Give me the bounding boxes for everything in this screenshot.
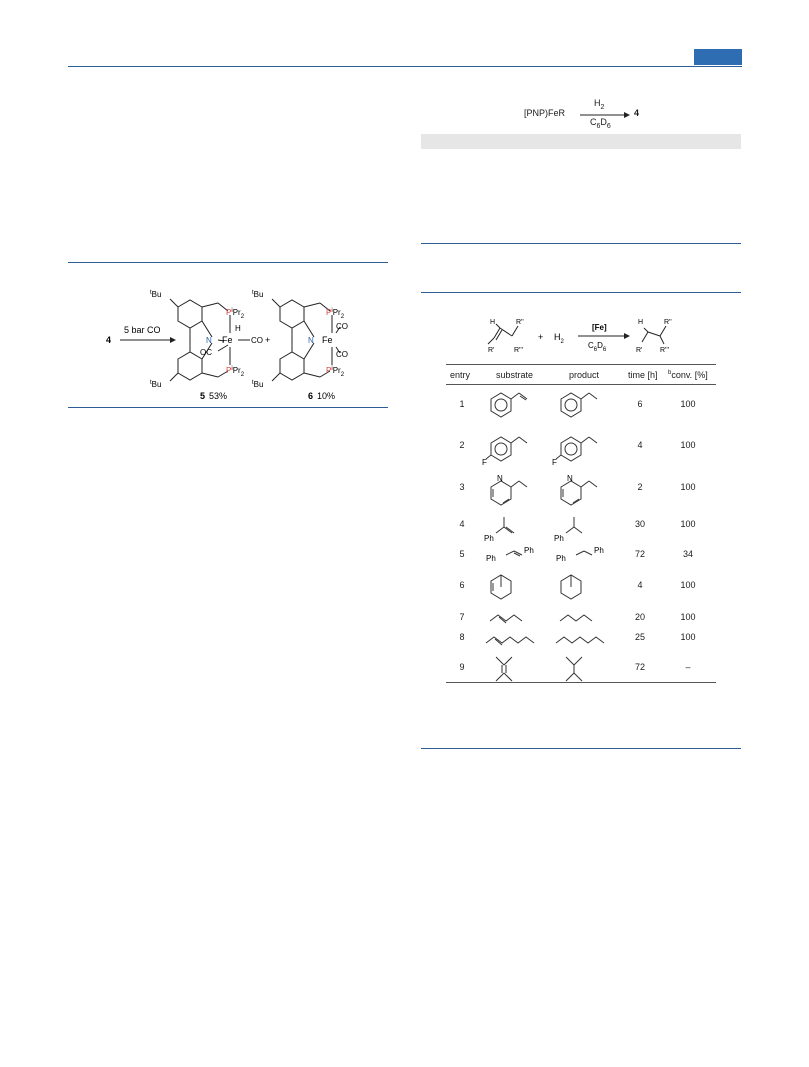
ethylbenzene-ring — [561, 393, 581, 417]
table-cell-entry: 1 — [459, 399, 465, 409]
header-substrate: substrate — [496, 370, 534, 380]
scheme-h-product: H — [638, 319, 644, 326]
label-ph-4: Ph — [524, 546, 534, 555]
scheme-arrow-head — [624, 333, 630, 339]
n-label-1: N — [206, 336, 212, 345]
table-cell-time: 6 — [637, 399, 643, 409]
table-cell-time: 25 — [634, 632, 645, 642]
table-top-rule — [446, 364, 716, 365]
p-label-1: $P^iPr_2$ — [226, 308, 245, 320]
fluoroethylbenzene-ring — [561, 437, 581, 461]
table-scheme-drawing — [446, 312, 736, 358]
table-scheme — [446, 312, 736, 358]
fe-label-1: Fe — [222, 335, 233, 345]
scheme-r1-product: R' — [636, 347, 643, 354]
ethylpyridine-ring — [561, 481, 581, 505]
scheme-h2: $H_2$ — [554, 332, 564, 345]
scheme-plus: + — [538, 332, 544, 342]
scheme-co-drawing — [100, 285, 380, 403]
co-arrow-head — [170, 337, 176, 343]
vinylpyridine-ring — [491, 481, 511, 505]
table-head-rule — [446, 384, 716, 385]
styrene-aromatic — [495, 399, 507, 411]
table-cell-conv: 100 — [680, 519, 696, 529]
caption-5: 5 53% — [200, 391, 228, 401]
header-tab — [694, 49, 742, 65]
label-ph-3: Ph — [486, 554, 496, 563]
tbu-label-1: $^t$Bu — [150, 290, 162, 299]
table-cell-entry: 9 — [459, 662, 465, 672]
co-label-2: CO — [336, 322, 348, 331]
p-label-2: $P^iPr_2$ — [226, 366, 245, 378]
table-cell-entry: 6 — [459, 580, 465, 590]
table-cell-entry: 7 — [459, 612, 465, 622]
oc-label: OC — [200, 348, 212, 357]
scheme-r3-product: R''' — [660, 347, 670, 354]
structure-drawings — [446, 387, 716, 682]
scheme-r2: R'' — [516, 319, 524, 326]
scheme-r1: R' — [488, 347, 495, 354]
rule-right-bottom — [421, 748, 741, 749]
rule-right-1 — [421, 243, 741, 244]
scheme-reagent-h2: $H_2$ — [594, 98, 605, 111]
table-cell-conv: 100 — [680, 482, 696, 492]
header-product: product — [569, 370, 600, 380]
co-label-3: CO — [336, 350, 348, 359]
table-cell-entry: 5 — [459, 549, 465, 559]
tbu-label-2: $^t$Bu — [150, 380, 162, 389]
table-cell-conv: 100 — [680, 580, 696, 590]
label-f-2: F — [552, 458, 557, 467]
pentene — [490, 615, 522, 621]
table-cell-time: 72 — [634, 662, 645, 672]
fluorostyrene-ring — [491, 437, 511, 461]
scheme-reactant: [PNP)FeR — [524, 108, 566, 118]
scheme-r3: R''' — [514, 347, 524, 354]
scheme-catalyst: [Fe] — [592, 323, 607, 332]
label-n-1: N — [497, 474, 503, 483]
scheme-product: 4 — [634, 108, 640, 118]
rule-left-bottom — [68, 407, 388, 408]
table-cell-time: 2 — [637, 482, 643, 492]
tbu-label-4: $^t$Bu — [252, 380, 264, 389]
table-bottom-rule — [446, 682, 716, 683]
heptane — [556, 637, 604, 643]
label-ph-5: Ph — [556, 554, 566, 563]
styrene-ring — [491, 393, 511, 417]
header-rule — [68, 66, 742, 67]
p-label-4: $P^iPr_2$ — [326, 366, 345, 378]
table-header-shading — [421, 134, 741, 149]
label-ph-2: Ph — [554, 534, 564, 543]
rule-right-2 — [421, 292, 741, 293]
plus-sign: + — [265, 335, 271, 345]
scheme-h: H — [490, 319, 496, 326]
table-cell-entry: 2 — [459, 440, 465, 450]
table-cell-entry: 3 — [459, 482, 465, 492]
header-time: time [h] — [628, 370, 658, 380]
table-cell-conv: 34 — [682, 549, 693, 559]
label-n-2: N — [567, 474, 573, 483]
table-cell-time: 72 — [634, 549, 645, 559]
h-label: H — [235, 324, 241, 333]
table-cell-conv: 100 — [680, 612, 696, 622]
table-cell-time: 4 — [637, 580, 643, 590]
co-label-1: CO — [251, 336, 263, 345]
pentane — [560, 615, 592, 621]
rule-left-top — [68, 262, 388, 263]
table-cell-conv: 100 — [680, 399, 696, 409]
table-cell-conv: – — [685, 662, 691, 672]
n-label-2: N — [308, 336, 314, 345]
header-conv: $^b$conv. [%] — [668, 370, 708, 380]
table-cell-time: 30 — [634, 519, 645, 529]
scheme-solvent: $C_6D_6$ — [590, 117, 611, 130]
table-cell-entry: 8 — [459, 632, 465, 642]
table-cell-time: 20 — [634, 612, 645, 622]
co-start: 4 — [106, 335, 112, 345]
scheme-hydrogenolysis — [520, 98, 660, 128]
table-cell-entry: 4 — [459, 519, 465, 529]
label-ph-6: Ph — [594, 546, 604, 555]
scheme-co-addition — [100, 285, 380, 403]
table-cell-conv: 100 — [680, 440, 696, 450]
heptene — [486, 637, 534, 643]
fe-label-2: Fe — [322, 335, 333, 345]
scheme-r2-product: R'' — [664, 319, 672, 326]
co-conditions: 5 bar CO — [124, 325, 161, 335]
label-ph-1: Ph — [484, 534, 494, 543]
results-table — [446, 362, 742, 687]
label-f-1: F — [482, 458, 487, 467]
p-label-3: $P^iPr_2$ — [326, 308, 345, 320]
table-cell-conv: 100 — [680, 632, 696, 642]
table-cell-time: 4 — [637, 440, 643, 450]
caption-6: 6 10% — [308, 391, 336, 401]
tbu-label-3: $^t$Bu — [252, 290, 264, 299]
scheme-solvent: $C_6D_6$ — [588, 341, 607, 353]
header-entry: entry — [450, 370, 471, 380]
